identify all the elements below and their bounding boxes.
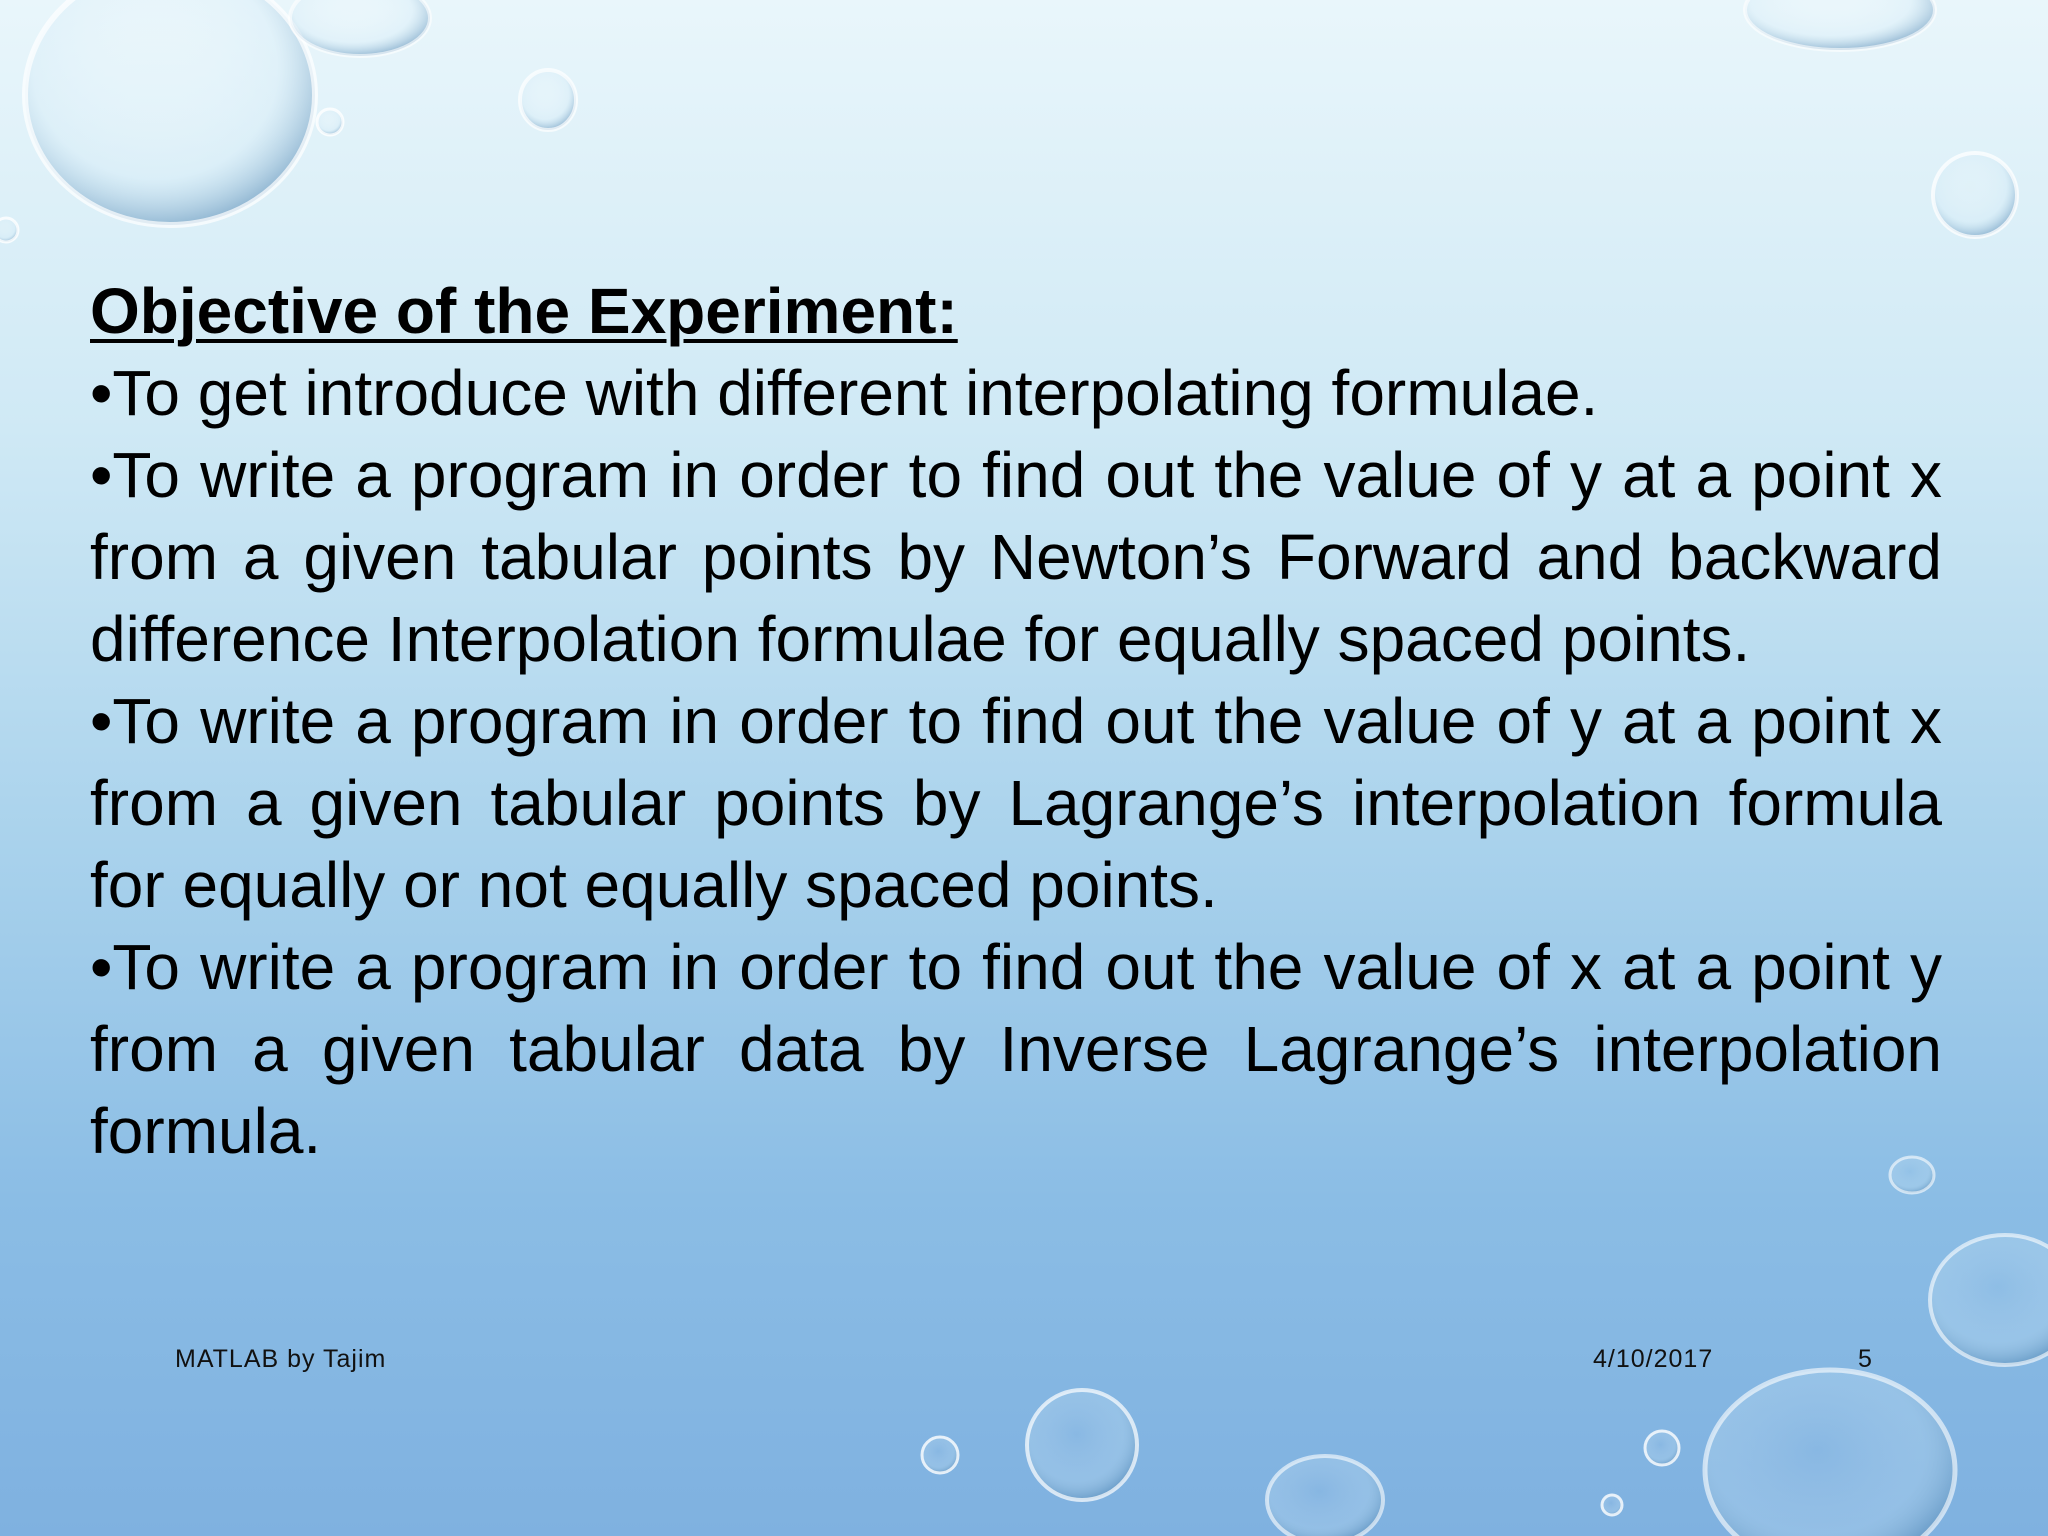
bullet-item-4 [90,926,1942,1172]
water-drop [1027,1390,1137,1500]
bullet-item-3 [90,680,1942,926]
bullet-text: To get introduce with different interpolating formulae. [112,357,1599,429]
water-drop [1933,153,2017,237]
slide-heading: Objective of the Experiment: [90,275,958,347]
footer-page-number: 5 [1858,1345,1873,1373]
water-drop [1267,1456,1383,1536]
water-drop [520,70,576,130]
water-drop [290,0,430,56]
bullet-mark: • [90,685,113,757]
bullet-mark: • [90,931,113,1003]
water-drop [1602,1495,1622,1515]
slide-content [90,270,1942,1172]
bullet-item-2 [90,434,1942,680]
footer-author: MATLAB by Tajim [175,1345,387,1373]
water-drop [1930,1235,2048,1365]
water-drop [1705,1370,1955,1536]
water-drop [25,0,315,225]
bullet-text: To write a program in order to find out the value of y at a point x from a given tabular points by Lagrange’s interpolation formula for equally or not equally spaced points. [90,685,1942,921]
footer-date: 4/10/2017 [1593,1345,1714,1373]
bullet-text: To write a program in order to find out the value of y at a point x from a given tabular points by Newton’s Forward and backward difference Interpolation formulae for equally spaced points. [90,439,1942,675]
water-drop [0,218,18,242]
water-drop [317,109,343,135]
water-drop [1745,0,1935,50]
bullet-mark: • [90,357,113,429]
bullet-mark: • [90,439,113,511]
bullet-text: To write a program in order to find out the value of x at a point y from a given tabular data by Inverse Lagrange’s interpolation formula. [90,931,1942,1167]
bullet-item-1 [90,352,1942,434]
water-drop [922,1437,958,1473]
water-drop [1645,1431,1679,1465]
